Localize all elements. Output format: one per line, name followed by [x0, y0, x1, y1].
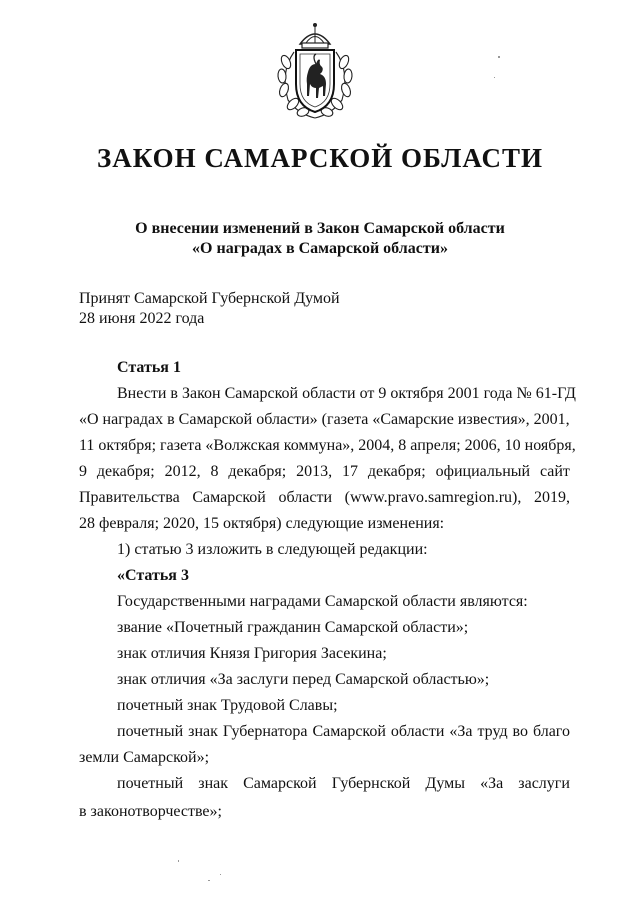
- award-item: звание «Почетный гражданин Самарской области»;: [117, 619, 469, 636]
- word: сайт: [539, 463, 570, 480]
- word: области: [390, 723, 445, 740]
- word: знак: [188, 723, 218, 740]
- word: 2013,: [296, 463, 333, 480]
- word: (www.pravo.samregion.ru),: [344, 489, 522, 506]
- word: благо: [532, 723, 570, 740]
- word: «За: [449, 723, 473, 740]
- adoption-date: 28 июня 2022 года: [79, 310, 205, 327]
- award-item-justified: [117, 775, 570, 793]
- word: декабря;: [367, 463, 426, 480]
- word: области: [278, 489, 332, 506]
- quoted-article-heading: «Статья 3: [117, 567, 189, 584]
- award-item: знак отличия Князя Григория Засекина;: [117, 645, 387, 662]
- crown-icon: [300, 23, 330, 48]
- subtitle-line: «О наградах в Самарской области»: [192, 240, 448, 257]
- word: заслуги: [518, 775, 570, 792]
- award-item-justified: [117, 723, 570, 741]
- word: почетный: [117, 775, 184, 792]
- samara-coat-of-arms-emblem: [272, 22, 358, 122]
- word: во: [512, 723, 528, 740]
- word: Правительства: [79, 489, 180, 506]
- law-subtitle: [0, 219, 640, 259]
- award-item: знак отличия «За заслуги перед Самарской областью»;: [117, 671, 490, 688]
- word: официальный: [435, 463, 531, 480]
- scan-speck: [208, 880, 210, 881]
- paragraph-line-justified: [79, 489, 570, 507]
- article-heading: Статья 1: [117, 359, 181, 376]
- word: почетный: [117, 723, 184, 740]
- award-item-continuation: в законотворчестве»;: [79, 803, 222, 820]
- paragraph-line-justified: [79, 463, 570, 481]
- word: 2012,: [164, 463, 201, 480]
- paragraph-line: Внести в Закон Самарской области от 9 октября 2001 года № 61-ГД: [117, 385, 576, 402]
- word: Самарской: [243, 775, 317, 792]
- word: 9: [79, 463, 87, 480]
- subtitle-line: О внесении изменений в Закон Самарской области: [135, 220, 505, 237]
- scan-speck: [498, 56, 500, 58]
- word: Самарской: [312, 723, 386, 740]
- scan-speck: [220, 874, 221, 875]
- amendment-item: 1) статью 3 изложить в следующей редакции:: [117, 541, 428, 558]
- word: «За: [480, 775, 504, 792]
- law-title: ЗАКОН САМАРСКОЙ ОБЛАСТИ: [97, 143, 543, 173]
- word: Думы: [425, 775, 465, 792]
- scan-speck: [494, 77, 495, 78]
- award-item: почетный знак Трудовой Славы;: [117, 697, 338, 714]
- word: Губернатора: [222, 723, 308, 740]
- award-item-continuation: земли Самарской»;: [79, 749, 210, 766]
- word: декабря;: [228, 463, 287, 480]
- adoption-body: Принят Самарской Губернской Думой: [79, 290, 340, 307]
- word: Губернской: [331, 775, 411, 792]
- word: 17: [342, 463, 358, 480]
- adoption-info: [79, 289, 340, 329]
- awards-intro: Государственными наградами Самарской области являются:: [117, 593, 528, 610]
- word: 2019,: [534, 489, 570, 506]
- paragraph-line: «О наградах в Самарской области» (газета «Самарские известия», 2001,: [79, 411, 570, 428]
- scan-speck: [178, 860, 179, 862]
- paragraph-line: 28 февраля; 2020, 15 октября) следующие изменения:: [79, 515, 445, 532]
- word: знак: [198, 775, 229, 792]
- paragraph-line: 11 октября; газета «Волжская коммуна», 2004, 8 апреля; 2006, 10 ноября,: [79, 437, 576, 454]
- word: Самарской: [192, 489, 266, 506]
- word: труд: [477, 723, 508, 740]
- word: декабря;: [96, 463, 155, 480]
- word: 8: [210, 463, 219, 480]
